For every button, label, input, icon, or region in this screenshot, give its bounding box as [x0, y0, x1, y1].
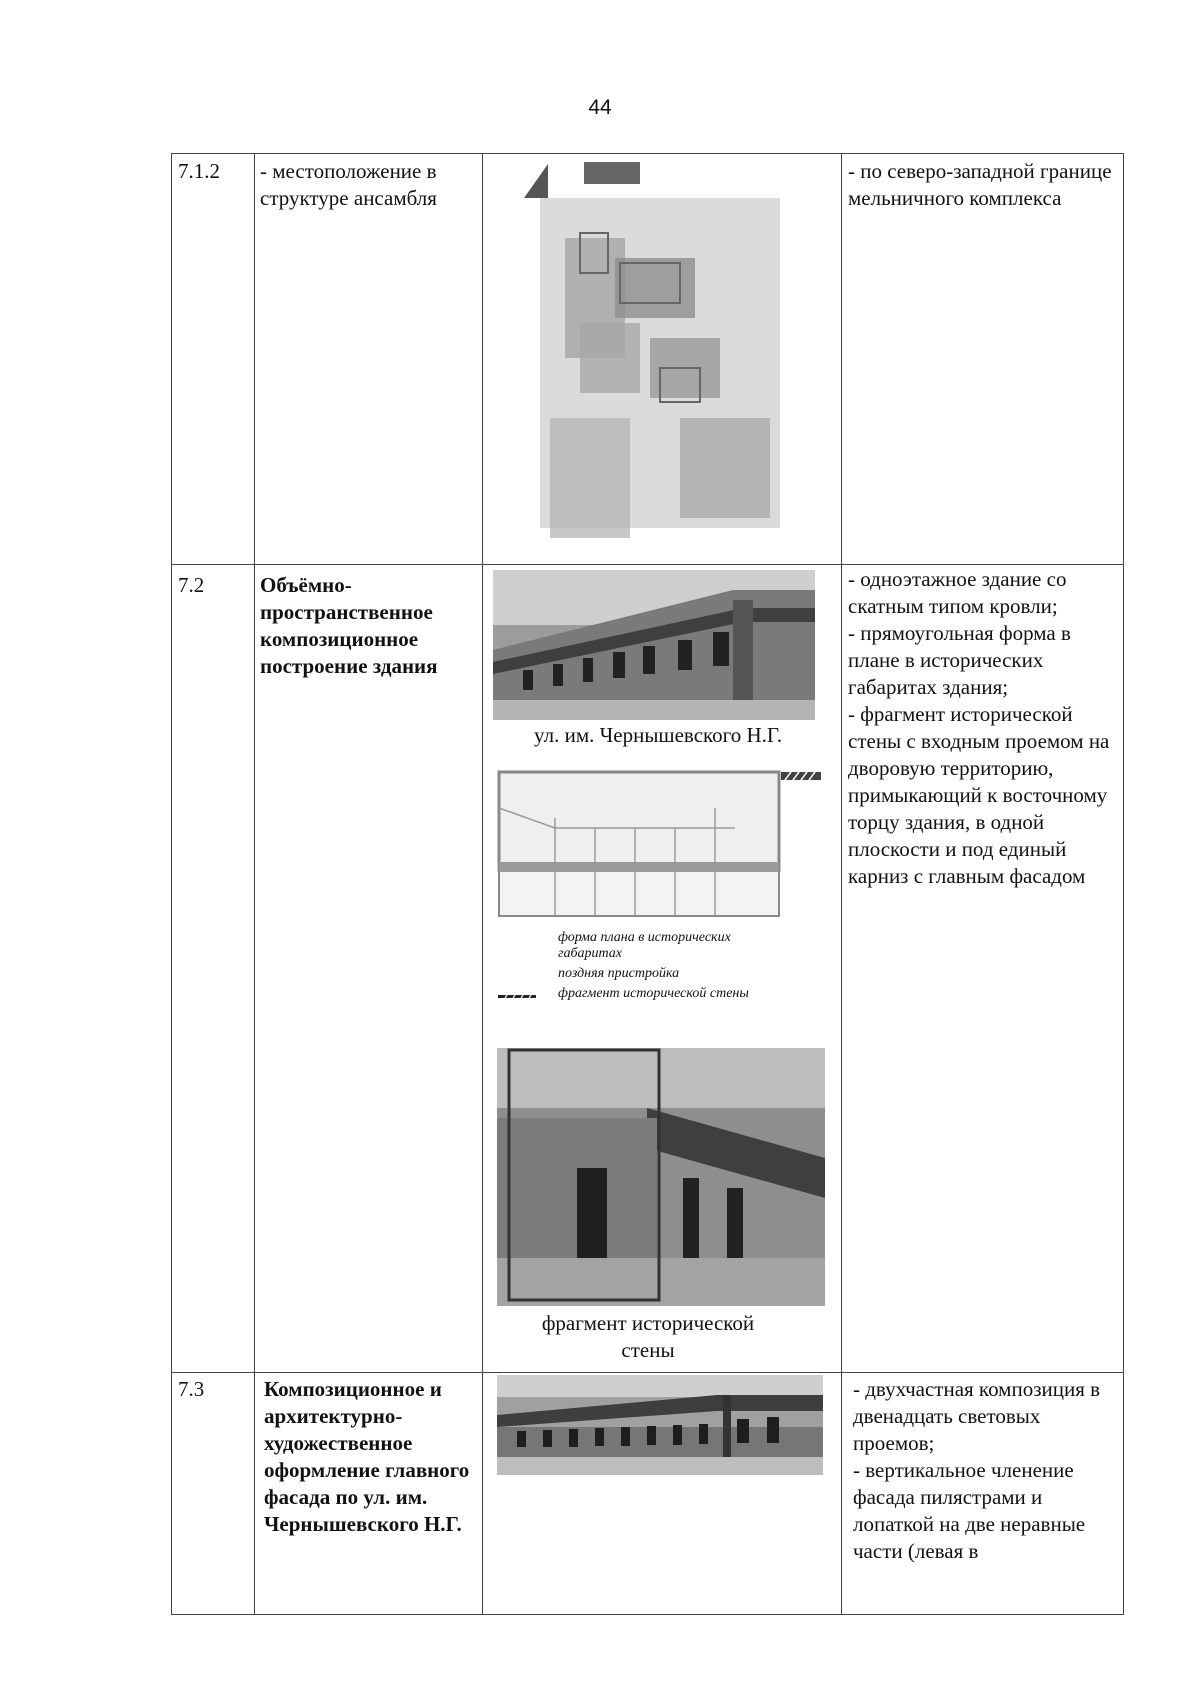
row-description	[848, 566, 1120, 890]
legend-label: фрагмент исторической стены	[558, 986, 749, 1001]
street-photo-caption: ул. им. Чернышевского Н.Г.	[534, 723, 782, 747]
legend-label: поздняя пристройка	[558, 966, 680, 981]
legend-hatch-wall	[498, 990, 536, 998]
legend-line-annex	[493, 971, 543, 977]
row-description	[853, 1376, 1121, 1565]
row-title: Объёмно-пространственное композиционное построение здания	[260, 573, 438, 678]
column-divider	[841, 153, 842, 1615]
row-title: Композиционное и архитектурно-художественное оформление главного фасада по ул. им. Чернышевского Н.Г.	[264, 1377, 470, 1536]
historic-wall-caption: фрагмент исторической стены	[541, 1311, 755, 1362]
main-facade-photo	[497, 1375, 823, 1475]
historic-wall-photo	[497, 1048, 825, 1306]
row-divider	[171, 1372, 1124, 1373]
column-divider	[482, 153, 483, 1615]
row-divider	[171, 564, 1124, 565]
legend-label: форма плана в исторических габаритах	[558, 930, 731, 961]
row-number: 7.3	[178, 1377, 205, 1401]
row-title: - местоположение в структуре ансамбля	[260, 159, 437, 210]
row-number: 7.1.2	[178, 159, 220, 183]
floor-plan-drawing	[495, 768, 835, 920]
description-item: - фрагмент исторической стены с входным проемом на дворовую территорию, примыкающий к восточному торцу здания, в одной плоскости и под единый карниз с главным фасадом	[848, 702, 1110, 888]
description-item: - вертикальное членение фасада пилястрами и лопаткой на две неравные части (левая в	[853, 1458, 1086, 1563]
legend-line-plan	[493, 938, 543, 944]
page-number: 44	[588, 96, 612, 119]
street-facade-photo	[493, 570, 815, 720]
description-item: - одноэтажное здание со скатным типом кровли;	[848, 567, 1067, 618]
description-item: - прямоугольная форма в плане в исторических габаритах здания;	[848, 621, 1071, 699]
ensemble-site-plan-image	[520, 158, 800, 564]
column-divider	[254, 153, 255, 1615]
description-item: - двухчастная композиция в двенадцать световых проемов;	[853, 1377, 1101, 1455]
row-number: 7.2	[178, 573, 205, 597]
row-description: - по северо-западной границе мельничного комплекса	[848, 159, 1112, 210]
